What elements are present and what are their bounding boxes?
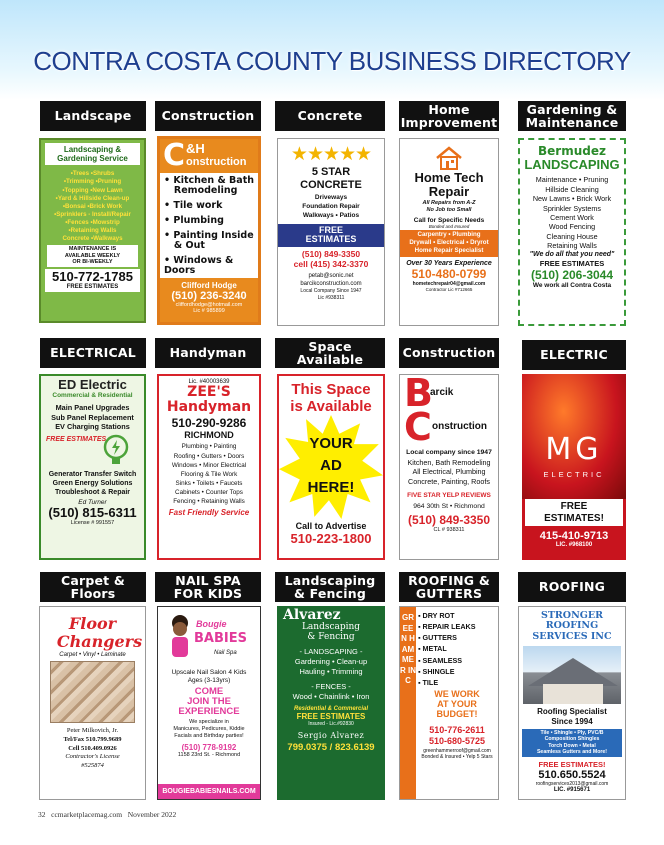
logo: Bougie BABIES Nail Spa (158, 607, 260, 669)
ad-floor-changers[interactable] (39, 606, 146, 800)
carpet-samples-image (50, 661, 135, 723)
free-estimates: FREE ESTIMATES (539, 259, 605, 269)
specialties: We specialize in Manicures, Pedicures, Kiddie Facials and Birthday parties! (173, 719, 245, 739)
maintenance-note: MAINTENANCE IS AVAILABLE WEEKLY OR BI-WEEKLY (47, 245, 138, 267)
license: LIC. #915671 (553, 786, 591, 793)
lightbulb-icon (100, 434, 132, 468)
category-concrete: Concrete (275, 101, 385, 131)
category-landscaping-fencing: Landscaping & Fencing (275, 572, 385, 602)
bonded-insured: Bonded & Insured • Yelp 5 Stars (421, 754, 493, 761)
ad-ch-construction[interactable] (157, 136, 261, 325)
page-footer (38, 810, 176, 819)
ad-green-hammer[interactable] (399, 606, 499, 800)
experience: Over 30 Years Experience (406, 259, 492, 267)
license: Lic. #40003639 (188, 379, 230, 385)
free-estimates: FREE ESTIMATES! (538, 759, 606, 769)
residential-commercial: Residential & Commercial (293, 705, 369, 712)
phone-number[interactable]: (510) 236-3240 (171, 290, 247, 302)
business-name: ED Electric (58, 377, 127, 392)
call-note: Call for Specific Needs (413, 216, 485, 224)
footer-date: November 2022 (127, 810, 177, 819)
email: hometechrepair04@gmail.com (412, 280, 486, 287)
city: RICHMOND (184, 430, 234, 441)
subtitle: Commercial & Residential (52, 392, 133, 400)
email: roofingservices2013@gmail.com (535, 780, 609, 787)
category-nail-spa: NAIL SPA FOR KIDS (155, 572, 261, 602)
category-construction: Construction (155, 101, 261, 131)
slogan: "We do all that you need" (529, 251, 615, 259)
services: Carpentry • Plumbing Drywall • Electrical • Dryrot Home Repair Specialist (400, 230, 498, 257)
logo-area (522, 374, 626, 499)
category-electric: ELECTRIC (522, 340, 626, 370)
free-estimates: FREE ESTIMATES (296, 711, 366, 721)
ad-ed-electric[interactable] (39, 374, 146, 560)
category-electrical: ELECTRICAL (40, 338, 146, 368)
roof-image (523, 646, 621, 704)
service-area: We work all Contra Costa (532, 282, 612, 290)
vertical-brand: GREEN HAMMER INC (400, 607, 416, 799)
business-name: 5 STAR CONCRETE (300, 166, 362, 191)
ad-zees-handyman[interactable] (157, 374, 261, 560)
burst-text: YOUR AD HERE! (307, 435, 355, 496)
business-name: Home Tech Repair (414, 170, 484, 199)
services-list: Maintenance • Pruning Hillside Cleaning New Lawns • Brick Work Sprinkler Systems Cement Work Wood Fencing Cleaning House Retaining Walls (532, 175, 612, 250)
services: Kitchen, Bath Remodeling All Electrical, Plumbing Concrete, Painting, Roofs (407, 458, 491, 486)
logo-subtitle: ELECTRIC (543, 470, 605, 479)
ad-heading: Landscaping & Gardening Service (45, 143, 140, 165)
ad-space-available[interactable] (277, 374, 385, 560)
burst-graphic (279, 415, 383, 519)
services: Tile • Shingle • Ply, PVC/B Composition Shingles Torch Down • Metal Seamless Gutters and More! (522, 729, 622, 757)
ad-home-tech-repair[interactable] (399, 138, 499, 326)
owner: Ed Turner (78, 499, 107, 507)
website-link[interactable]: BOUGIEBABIESNAILS.COM (158, 784, 260, 799)
ad-bougie-babies[interactable] (157, 606, 261, 800)
girl-icon (162, 613, 198, 661)
house-icon (434, 145, 464, 171)
since: Local company since 1947 (406, 449, 492, 456)
subtitle: Landscaping & Fencing (301, 622, 361, 643)
category-construction-2: Construction (399, 338, 499, 368)
category-roofing-gutters: ROOFING & GUTTERS (399, 572, 499, 602)
license: Contractor Lic #712665 (425, 286, 473, 292)
free-estimates: FREE ESTIMATES! (525, 499, 623, 526)
ad-mg-electric[interactable] (522, 374, 626, 560)
description: Upscale Nail Salon 4 Kids Ages (3-13yrs) (171, 669, 247, 685)
ad-stronger-roofing[interactable] (518, 606, 626, 800)
phone-number[interactable]: 510-223-1800 (290, 531, 372, 546)
email: greenhammerroof@gmail.com (423, 748, 491, 755)
business-name: ZEE'S Handyman (166, 384, 252, 415)
business-name: Alvarez (283, 607, 341, 623)
estimate-row: FREE ESTIMATES (41, 434, 144, 470)
call-to-advertise: Call to Advertise (295, 521, 367, 531)
category-gardening: Gardening & Maintenance (518, 101, 626, 131)
owner: Sergio Alvarez (297, 730, 365, 740)
contact-info: petab@sonic.net barcikconstruction.com Local Company Since 1947 Lic #938311 (300, 272, 362, 301)
house-roof-icon (523, 646, 623, 704)
services-list: ▪ DRY ROT ▪ REPAIR LEAKS ▪ GUTTERS ▪ METAL ▪ SEAMLESS ▪ SHINGLE ▪ TILE (418, 611, 476, 687)
phone-number[interactable]: 415-410-9713 (539, 530, 609, 542)
logo: B arcik C onstruction (404, 374, 487, 449)
bonded-note: Bonded and Insured (428, 223, 470, 229)
phone-number[interactable]: 510.650.5524 (538, 768, 606, 781)
phone-number[interactable]: 510-480-0799 (411, 266, 487, 281)
star-rating-icon: ★★★★★ (290, 144, 372, 165)
budget-slogan: WE WORK AT YOUR BUDGET! (434, 689, 480, 719)
phone-number[interactable]: (510) 815-6311 (48, 505, 137, 521)
phone-number[interactable]: (510) 206-3044 (530, 268, 614, 283)
services: Driveways Foundation Repair Walkways • Patios (302, 194, 360, 219)
contact-info: Peter Milkovich, Jr. Tel/Fax 510.799.9689 Cell 510.409.0926 Contractor's License #525874 (63, 727, 122, 770)
ad-5-star-concrete[interactable] (277, 138, 385, 326)
footer-site[interactable]: ccmarketplacemag.com (51, 810, 123, 819)
address: 1158 23rd St. - Richmond (177, 751, 241, 758)
business-name: Bermudez (538, 144, 606, 158)
services-2: Generator Transfer Switch Green Energy Solutions Troubleshoot & Repair (48, 470, 137, 496)
subtitle: Carpet • Vinyl • Laminate (59, 652, 126, 659)
logo: C &H onstruction (160, 139, 258, 173)
services-list: •Trees •Shrubs •Trimming •Pruning •Topping •New Lawn •Yard & Hillside Clean-up •Bonsai •Brick Work •Sprinklers - Install/Repair •Fences •Mowstrip •Retaining Walls Concrete •Walkways (54, 170, 131, 242)
license: CL # 938311 (433, 527, 465, 534)
yelp-reviews: FIVE STAR YELP REVIEWS (407, 492, 491, 500)
category-roofing: ROOFING (518, 572, 626, 602)
license: License # 991557 (70, 519, 115, 526)
headline: COME JOIN THE EXPERIENCE (178, 686, 240, 718)
phone-number[interactable]: 510-776-2611 510-680-5725 (428, 724, 486, 746)
phone-number[interactable]: (510) 849-3350 (407, 513, 491, 528)
ad-bermudez-landscaping[interactable] (518, 138, 626, 326)
category-carpet-floors: Carpet & Floors (40, 572, 146, 602)
category-handyman: Handyman (155, 338, 261, 368)
free-estimates: FREE ESTIMATES (45, 284, 140, 292)
insured: Insured - Lic.#92830 (308, 720, 354, 727)
tagline: All Repairs from A-Z No Job too Small (422, 200, 476, 214)
ad-landscaping-gardening[interactable] (39, 138, 146, 323)
services-list: Plumbing • Painting Roofing • Gutters • Doors Windows • Minor Electrical Flooring & Tile Work Sinks • Toilets • Faucets Cabinets • Counter Tops Fencing • Retaining Walls (171, 443, 247, 506)
specialty: Roofing Specialist Since 1994 (537, 707, 607, 726)
category-landscape: Landscape (40, 101, 146, 131)
services-list: • Kitchen & Bath Remodeling • Tile work • Plumbing • Painting Inside & Out • Windows & Doors (164, 175, 254, 276)
services: - LANDSCAPING - Gardening • Clean-up Hauling • Trimming - FENCES - Wood • Chainlink • Iron (292, 647, 370, 701)
business-name: STRONGER ROOFING SERVICES INC (532, 610, 612, 642)
business-name: Floor Changers (56, 614, 143, 651)
free-estimates: FREE ESTIMATES (278, 224, 384, 248)
category-home-improvement: Home Improvement (400, 101, 498, 130)
address: 964 30th St • Richmond (413, 503, 485, 511)
tagline: Fast Friendly Service (168, 508, 250, 518)
ad-barcik-construction[interactable] (399, 374, 499, 560)
page-number: 32 (38, 810, 46, 819)
phone-number[interactable]: 510-772-1785 (45, 269, 140, 285)
phone-number[interactable]: 510-290-9286 (171, 416, 247, 431)
license: LIC. #968100 (555, 542, 593, 548)
mg-logo: MG (545, 432, 603, 467)
page-title: CONTRA COSTA COUNTY BUSINESS DIRECTORY (33, 46, 631, 76)
phone-number[interactable]: (510) 778-9192 (181, 742, 237, 752)
headline: This Space is Available (290, 381, 372, 415)
business-name-2: LANDSCAPING (524, 157, 620, 173)
category-space-available: Space Available (275, 338, 385, 368)
contact-block: Clifford Hodge (510) 236-3240 cliffordhodge@hotmail.com Lic # 985899 (160, 278, 258, 322)
phone-number[interactable]: 799.0375 / 823.6139 (287, 741, 375, 753)
phone-number[interactable]: (510) 849-3350 cell (415) 342-3370 (293, 249, 369, 270)
ad-alvarez-landscaping[interactable] (277, 606, 385, 800)
services-1: Main Panel Upgrades Sub Panel Replacement EV Charging Stations (51, 403, 134, 432)
